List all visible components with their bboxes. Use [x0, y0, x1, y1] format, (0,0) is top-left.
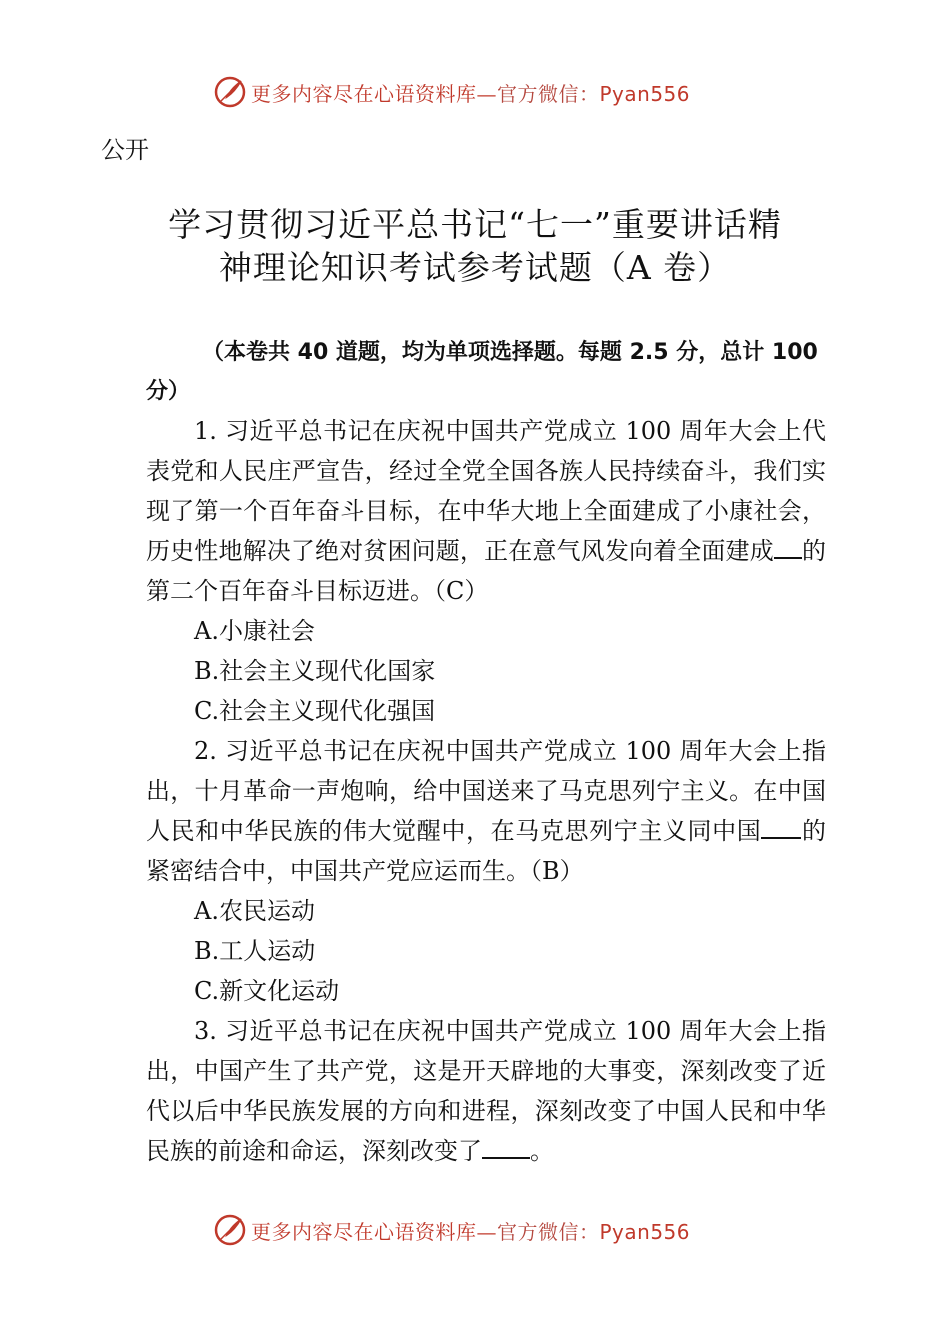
watermark-banner-top — [213, 72, 733, 112]
exam-instructions: （本卷共 40 道题，均为单项选择题。每题 2.5 分，总计 100 分） — [146, 340, 818, 404]
watermark-wechat-id: Pyan556 — [599, 81, 691, 106]
question-2-option-c: C.新文化运动 — [194, 977, 340, 1005]
watermark-wechat-id: Pyan556 — [599, 1219, 691, 1244]
question-1-option-c: C.社会主义现代化强国 — [194, 697, 436, 725]
title-line-2: 神理论知识考试参考试题（A 卷） — [218, 248, 732, 287]
answer-blank — [774, 535, 802, 559]
question-2-text: 2. 习近平总书记在庆祝中国共产党成立 100 周年大会上指出，十月革命一声炮响，给中国送来了马克思列宁主义。在中国人民和中华民族的伟大觉醒中，在马克思列宁主义同中国 — [146, 737, 826, 845]
question-2 — [146, 731, 826, 891]
watermark-text: 更多内容尽在心语资料库— — [251, 1219, 497, 1244]
watermark-text: 更多内容尽在心语资料库— — [251, 81, 497, 106]
document-title — [100, 203, 850, 289]
answer-blank — [761, 815, 801, 839]
document-body — [146, 333, 826, 1171]
question-1-text: 1. 习近平总书记在庆祝中国共产党成立 100 周年大会上代表党和人民庄严宣告，经过全党全国各族人民持续奋斗，我们实现了第一个百年奋斗目标，在中华大地上全面建成了小康社会，历史性地解决了绝对贫困问题，正在意气风发向着全面建成 — [146, 417, 826, 565]
question-3-tail: 。 — [530, 1137, 554, 1165]
question-3 — [146, 1011, 826, 1171]
question-1-option-b: B.社会主义现代化国家 — [194, 657, 436, 685]
watermark-wechat-label: 官方微信： — [497, 1219, 600, 1244]
question-1 — [146, 411, 826, 611]
question-2-tail: 的紧密结合中，中国共产党应运而生。（B） — [146, 817, 827, 885]
answer-blank — [482, 1135, 530, 1159]
question-1-option-a: A.小康社会 — [194, 617, 315, 645]
quill-logo-icon — [213, 1213, 247, 1247]
question-3-text: 3. 习近平总书记在庆祝中国共产党成立 100 周年大会上指出，中国产生了共产党，这是开天辟地的大事变，深刻改变了近代以后中华民族发展的方向和进程，深刻改变了中国人民和中华民族的前途和命运，深刻改变了 — [146, 1017, 826, 1165]
watermark-wechat-label: 官方微信： — [497, 81, 600, 106]
question-2-option-b: B.工人运动 — [194, 937, 316, 965]
question-2-option-a: A.农民运动 — [194, 897, 315, 925]
watermark-banner-bottom — [213, 1210, 733, 1250]
title-line-1: 学习贯彻习近平总书记“七一”重要讲话精 — [168, 205, 782, 244]
quill-logo-icon — [213, 75, 247, 109]
document-label: 公开 — [101, 136, 149, 164]
question-1-tail: 的第二个百年奋斗目标迈进。（C） — [146, 537, 827, 605]
